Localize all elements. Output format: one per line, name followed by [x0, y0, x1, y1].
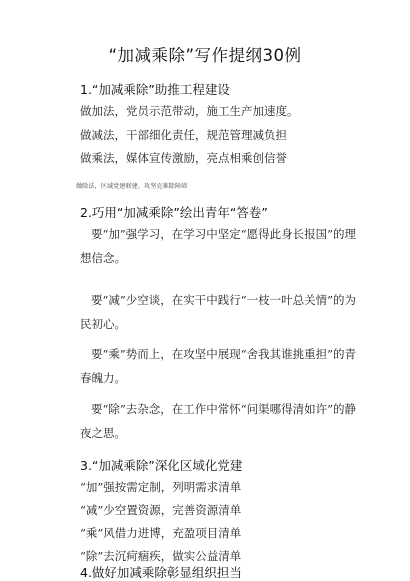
- section-3-line-1: “加”强按需定制，列明需求清单: [80, 480, 242, 494]
- section-2-paragraph-4: 要“除”去杂念，在工作中常怀“问渠哪得清如许”的静夜之思。: [80, 402, 357, 440]
- section-2-paragraph-3: 要“乘”势而上，在攻坚中展现“舍我其谁挑重担”的青春魄力。: [80, 347, 357, 385]
- section-1-line-3: 做乘法，媒体宣传激励，亮点相乘创信誉: [80, 151, 287, 165]
- section-3-line-4: “除”去沉疴痼疾，做实公益清单: [80, 549, 242, 563]
- section-1-small-line: 做除法，区域党建联建，攻坚克难除障碍: [76, 183, 188, 190]
- section-2-paragraph-1: 要“加”强学习，在学习中坚定“愿得此身长报国”的理想信念。: [80, 227, 357, 265]
- section-4-heading: 4.做好加减乘除彰显组织担当: [80, 565, 242, 580]
- section-1-heading: 1.“加减乘除”助推工程建设: [80, 82, 230, 97]
- section-1-line-1: 做加法，党员示范带动，施工生产加速度。: [80, 104, 299, 118]
- section-1-line-2: 做减法，干部细化责任，规范管理减负担: [80, 128, 287, 142]
- section-2-heading: 2.巧用“加减乘除”绘出青年“答卷”: [80, 205, 268, 220]
- section-3-line-3: “乘”风借力进博，充盈项目清单: [80, 526, 242, 540]
- document-title: “加减乘除”写作提纲30例: [108, 46, 302, 65]
- section-3-line-2: “减”少空置资源，完善资源清单: [80, 503, 242, 517]
- section-3-heading: 3.“加减乘除”深化区域化党建: [80, 458, 243, 473]
- section-2-paragraph-2: 要“减”少空谈，在实干中践行“一枝一叶总关情”的为民初心。: [80, 293, 357, 331]
